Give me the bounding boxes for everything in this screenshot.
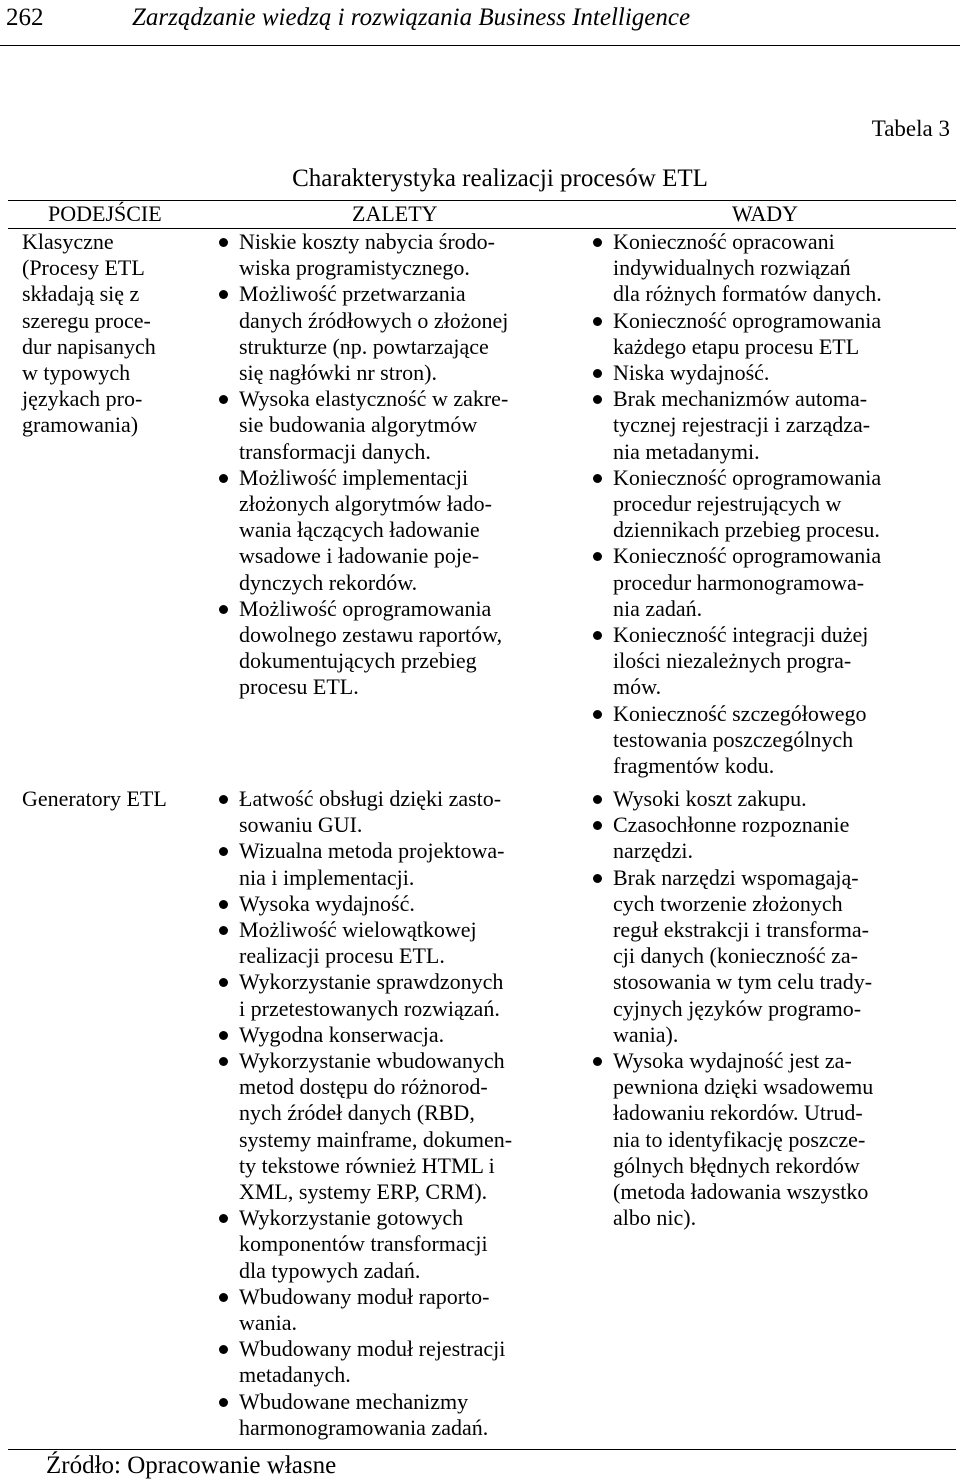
list-item: Wbudowane mechanizmy harmonogramowania zadań. [218,1389,578,1441]
list-item: Konieczność oprogramowania procedur harmonogramowa- nia zadań. [592,543,954,622]
list-item: Wizualna metoda projektowa- nia i implementacji. [218,838,578,890]
list-item: Wbudowany moduł raporto- wania. [218,1284,578,1336]
row-disadvantages-classic [592,229,954,779]
column-header-advantages: ZALETY [352,201,438,226]
list-item: Konieczność oprogramowania procedur rejestrujących w dziennikach przebieg procesu. [592,465,954,544]
list-item: Wysoka wydajność. [218,891,578,917]
list-item: Wykorzystanie wbudowanych metod dostępu do różnorod- nych źródeł danych (RBD, systemy mainframe, dokumen- ty tekstowe również HTML i XML, systemy ERP, CRM). [218,1048,578,1205]
column-header-disadvantages: WADY [732,201,798,226]
list-item: Niskie koszty nabycia środo- wiska programistycznego. [218,229,578,281]
row-approach-classic: Klasyczne (Procesy ETL składają się z szeregu proce- dur napisanych w typowych językach pro- gramowania) [22,229,156,438]
list-item: Wygodna konserwacja. [218,1022,578,1048]
table-bottom-rule [8,1449,956,1450]
source-note: Źródło: Opracowanie własne [46,1452,337,1479]
row-advantages-classic [218,229,578,701]
list-item: Możliwość wielowątkowej realizacji procesu ETL. [218,917,578,969]
list-item: Wbudowany moduł rejestracji metadanych. [218,1336,578,1388]
list-item: Niska wydajność. [592,360,954,386]
list-item: Konieczność oprogramowania każdego etapu procesu ETL [592,308,954,360]
list-item: Wysoka wydajność jest za- pewniona dzięki wsadowemu ładowaniu rekordów. Utrud- nia to identyfikację poszcze- gólnych błędnych rekordów (metoda ładowania wszystko albo nic). [592,1048,954,1231]
list-item: Wysoki koszt zakupu. [592,786,954,812]
page-number: 262 [6,4,44,31]
list-item: Możliwość przetwarzania danych źródłowych o złożonej strukturze (np. powtarzające się nagłówki nr stron). [218,281,578,386]
row-approach-generators: Generatory ETL [22,786,167,811]
list-item: Wykorzystanie gotowych komponentów transformacji dla typowych zadań. [218,1205,578,1284]
list-item: Konieczność integracji dużej ilości niezależnych progra- mów. [592,622,954,701]
list-item: Możliwość oprogramowania dowolnego zestawu raportów, dokumentujących przebieg procesu ETL. [218,596,578,701]
list-item: Łatwość obsługi dzięki zasto- sowaniu GUI. [218,786,578,838]
list-item: Wykorzystanie sprawdzonych i przetestowanych rozwiązań. [218,969,578,1021]
list-item: Czasochłonne rozpoznanie narzędzi. [592,812,954,864]
column-header-approach: PODEJŚCIE [48,201,162,226]
list-item: Brak mechanizmów automa- tycznej rejestracji i zarządza- nia metadanymi. [592,386,954,465]
table-number: Tabela 3 [871,116,950,141]
row-advantages-generators [218,786,578,1441]
list-item: Wysoka elastyczność w zakre- sie budowania algorytmów transformacji danych. [218,386,578,465]
page-header [0,0,960,46]
table-caption: Charakterystyka realizacji procesów ETL [292,165,708,192]
running-title: Zarządzanie wiedzą i rozwiązania Business Intelligence [132,4,691,31]
list-item: Konieczność opracowani indywidualnych rozwiązań dla różnych formatów danych. [592,229,954,308]
list-item: Możliwość implementacji złożonych algorytmów łado- wania łączących ładowanie wsadowe i ładowanie poje- dynczych rekordów. [218,465,578,596]
list-item: Brak narzędzi wspomagają- cych tworzenie złożonych reguł ekstrakcji i transforma- cji danych (konieczność za- stosowania w tym celu trady- cyjnych języków programo- wania). [592,865,954,1048]
row-disadvantages-generators [592,786,954,1231]
list-item: Konieczność szczegółowego testowania poszczególnych fragmentów kodu. [592,701,954,780]
